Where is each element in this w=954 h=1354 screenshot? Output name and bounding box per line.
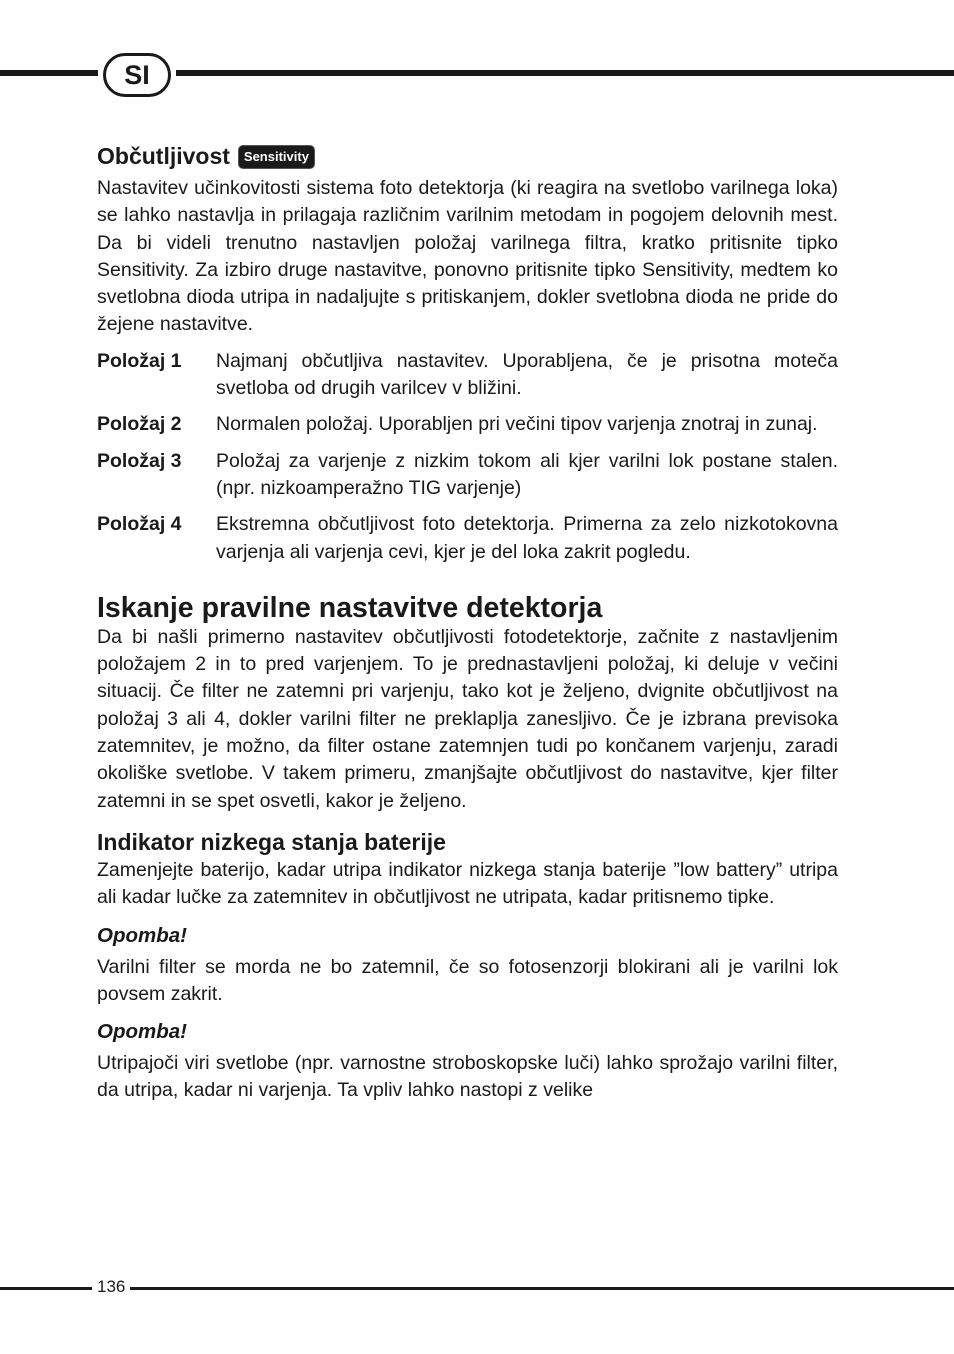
language-badge: SI bbox=[103, 53, 171, 97]
detector-section-body: Da bi našli primerno nastavitev občutljivosti fotodetektorje, začnite z nastavljenim položajem 2 in to pred varjenjem. To je prednastavljeni položaj, ki deluje v večini situacij. Če filter ne zatemni pri varjenju, tako kot je željeno, dvignite občutljivost na položaj 3 ali 4, dokler varilni filter ne preklaplja zanesljivo. Če je izbrana previsoka zatemnitev, je možno, da filter ostane zatemnjen tudi po končanem varjenju, zaradi okoliške svetlobe. V takem primeru, zmanjšajte občutljivost do nastavitve, kjer filter zatemni in se spet osvetli, kakor je željeno. bbox=[97, 625, 838, 812]
detector-section-title: Iskanje pravilne nastavitve detektorja bbox=[97, 591, 603, 624]
position-text: Normalen položaj. Uporabljen pri večini tipov varjenja znotraj in zunaj. bbox=[216, 413, 818, 436]
position-label: Položaj 3 bbox=[97, 449, 182, 472]
position-item bbox=[97, 448, 838, 503]
page-number: 136 bbox=[97, 1277, 126, 1296]
footer-rule-right bbox=[130, 1287, 954, 1290]
footer-rule-left bbox=[0, 1287, 92, 1290]
note-title: Opomba! bbox=[97, 1020, 187, 1044]
note-body: Utripajoči viri svetlobe (npr. varnostne stroboskopske luči) lahko sprožajo varilni filter, da utripa, kadar ni varjenja. Ta vpliv lahko nastopi z velike bbox=[97, 1052, 838, 1102]
header-rule-right bbox=[176, 70, 954, 76]
sensitivity-title: Občutljivost bbox=[97, 143, 230, 169]
position-item bbox=[97, 411, 838, 438]
battery-section-title: Indikator nizkega stanja baterije bbox=[97, 828, 446, 855]
position-text: Ekstremna občutljivost foto detektorja. Primerna za zelo nizkotokovna varjenja ali varjenja cevi, kjer je del loka zakrit pogledu. bbox=[216, 513, 838, 563]
position-text: Najmanj občutljiva nastavitev. Uporabljena, če je prisotna moteča svetloba od drugih varilcev v bližini. bbox=[216, 349, 838, 400]
position-item bbox=[97, 511, 838, 566]
header-rule-left bbox=[0, 70, 98, 76]
position-label: Položaj 4 bbox=[97, 513, 182, 536]
position-label: Položaj 2 bbox=[97, 413, 182, 436]
position-label: Položaj 1 bbox=[97, 349, 182, 372]
sensitivity-heading bbox=[97, 141, 838, 171]
battery-section-body: Zamenjejte baterijo, kadar utripa indikator nizkega stanja baterije ”low battery” utripa ali kadar lučke za zatemnitev in občutljivost ne utripata, kadar pritisnemo tipke. bbox=[97, 858, 838, 909]
position-item bbox=[97, 348, 838, 403]
page-content bbox=[97, 141, 838, 1105]
sensitivity-intro: Nastavitev učinkovitosti sistema foto detektorja (ki reagira na svetlobo varilnega loka) se lahko nastavlja in prilagaja različnim varilnim metodam in pogojem delovnih mest. Da bi videli trenutno nastavljen položaj varilnega filtra, kratko pritisnite tipko Sensitivity. Za izbiro druge nastavitve, ponovno pritisnite tipko Sensitivity, medtem ko svetlobna dioda utripa in nadaljujte s pritiskanjem, dokler svetlobna dioda ne pride do žejene nastavitve. bbox=[97, 177, 838, 336]
note-body: Varilni filter se morda ne bo zatemnil, če so fotosenzorji blokirani ali je varilni lok povsem zakrit. bbox=[97, 955, 838, 1005]
position-text: Položaj za varjenje z nizkim tokom ali kjer varilni lok postane stalen. (npr. nizkoamperažno TIG varjenje) bbox=[216, 449, 838, 499]
sensitivity-button-icon: Sensitivity bbox=[238, 145, 315, 169]
note-title: Opomba! bbox=[97, 923, 187, 947]
position-list bbox=[97, 348, 838, 566]
